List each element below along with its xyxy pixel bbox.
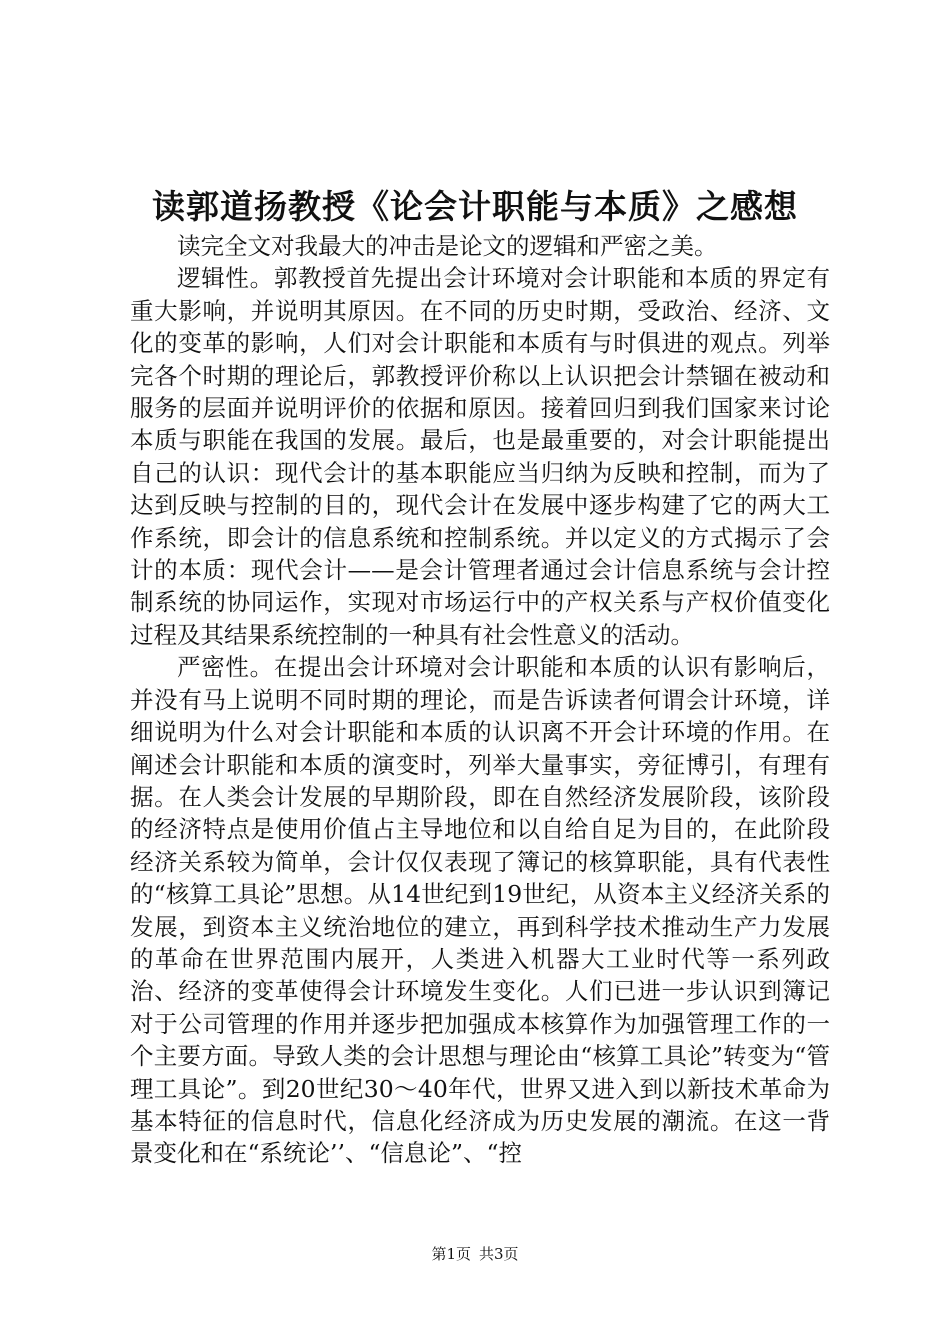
document-body <box>130 230 830 1170</box>
page-number-total: 共3页 <box>479 1245 519 1263</box>
page-number-current: 第1页 <box>431 1245 471 1263</box>
paragraph-intro: 读完全文对我最大的冲击是论文的逻辑和严密之美。 <box>177 232 718 260</box>
paragraph-rigor: 严密性。在提出会计环境对会计职能和本质的认识有影响后，并没有马上说明不同时期的理论，而是告诉读者何谓会计环境，详细说明为什么对会计职能和本质的认识离不开会计环境的作用。在阐述会计职能和本质的演变时，列举大量事实，旁征博引，有理有据。在人类会计发展的早期阶段，即在自然经济发展阶段，该阶段的经济特点是使用价值占主导地位和以自给自足为目的，在此阶段经济关系较为简单，会计仅仅表现了簿记的核算职能，具有代表性的“核算工具论”思想。从14世纪到19世纪，从资本主义经济关系的发展，到资本主义统治地位的建立，再到科学技术推动生产力发展的革命在世界范围内展开，人类进入机器大工业时代等一系列政治、经济的变革使得会计环境发生变化。人们已进一步认识到簿记对于公司管理的作用并逐步把加强成本核算作为加强管理工作的一个主要方面。导致人类的会计思想与理论由“核算工具论”转变为“管理工具论”。到20世纪30～40年代，世界又进入到以新技术革命为基本特征的信息时代，信息化经济成为历史发展的潮流。在这一背景变化和在“系统论’’、“信息论”、“控 <box>130 653 830 1168</box>
paragraph-logic: 逻辑性。郭教授首先提出会计环境对会计职能和本质的界定有重大影响，并说明其原因。在不同的历史时期，受政治、经济、文化的变革的影响，人们对会计职能和本质有与时俱进的观点。列举完各个时期的理论后，郭教授评价称以上认识把会计禁锢在被动和服务的层面并说明评价的依据和原因。接着回归到我们国家来讨论本质与职能在我国的发展。最后，也是最重要的，对会计职能提出自己的认识：现代会计的基本职能应当归纳为反映和控制，而为了达到反映与控制的目的，现代会计在发展中逐步构建了它的两大工作系统，即会计的信息系统和控制系统。并以定义的方式揭示了会计的本质：现代会计——是会计管理者通过会计信息系统与会计控制系统的协同运作，实现对市场运行中的产权关系与产权价值变化过程及其结果系统控制的一种具有社会性意义的活动。 <box>130 264 830 649</box>
document-title: 读郭道扬教授《论会计职能与本质》之感想 <box>152 187 798 226</box>
page-footer <box>0 1244 950 1264</box>
